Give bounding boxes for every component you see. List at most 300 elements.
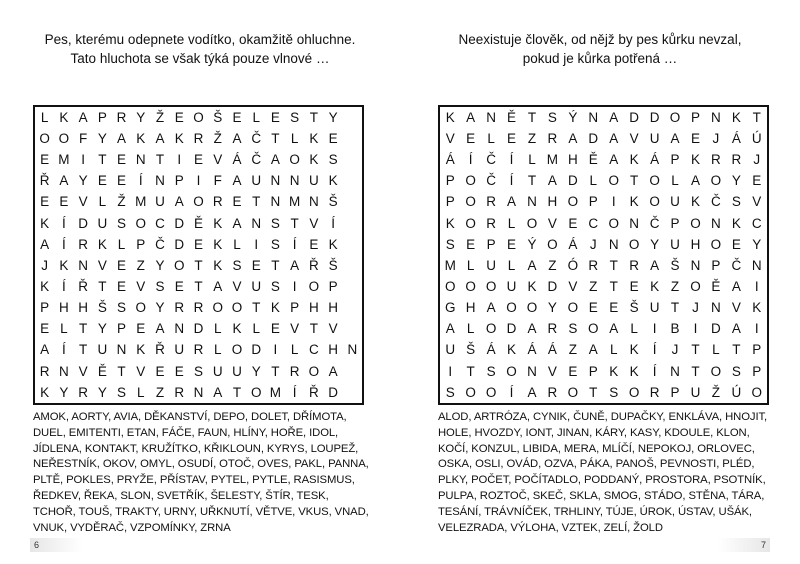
grid-letter: U — [97, 215, 108, 231]
grid-letter: N — [309, 194, 319, 210]
grid-letter: L — [507, 257, 516, 273]
grid-letter: K — [270, 300, 280, 316]
grid-letter: O — [710, 363, 722, 379]
grid-letter: S — [486, 363, 496, 379]
grid-letter: U — [486, 257, 496, 273]
grid-letter: I — [196, 173, 201, 189]
grid-letter: A — [270, 152, 280, 168]
grid-letter: Č — [155, 236, 165, 252]
grid-letter: Š — [328, 194, 338, 210]
grid-letter: L — [117, 236, 126, 252]
grid-letter: T — [271, 130, 280, 146]
grid-letter: V — [445, 130, 455, 146]
grid-letter: O — [506, 300, 517, 316]
grid-letter: P — [486, 236, 496, 252]
grid-letter: I — [292, 278, 297, 294]
grid-letter: O — [485, 321, 497, 337]
grid-letter: Ž — [213, 130, 222, 146]
grid-letter: D — [174, 215, 185, 231]
grid-letter: Č — [486, 152, 496, 168]
grid-letter: R — [78, 236, 88, 252]
right-puzzle-title — [420, 30, 780, 68]
grid-letter: E — [251, 257, 261, 273]
grid-letter: D — [629, 109, 640, 125]
grid-letter: Í — [138, 173, 143, 189]
grid-letter: D — [78, 215, 88, 231]
grid-letter: O — [567, 300, 579, 316]
grid-letter: K — [445, 215, 455, 231]
grid-letter: O — [135, 300, 147, 316]
grid-letter: A — [290, 257, 300, 273]
grid-letter: Y — [251, 363, 261, 379]
grid-letter: I — [754, 278, 759, 294]
grid-letter: Y — [650, 236, 660, 252]
grid-letter: T — [252, 300, 261, 316]
grid-letter: O — [690, 215, 701, 231]
grid-letter: E — [136, 321, 146, 337]
grid-letter: R — [731, 152, 742, 168]
grid-letter: L — [712, 342, 720, 358]
grid-letter: Í — [61, 215, 66, 231]
grid-letter: O — [506, 363, 517, 379]
grid-letter: E — [731, 236, 741, 252]
grid-letter: Í — [652, 363, 657, 379]
grid-letter: T — [78, 321, 88, 337]
grid-letter: A — [547, 173, 557, 189]
grid-letter: Ě — [507, 109, 517, 125]
grid-letter: N — [347, 342, 358, 358]
grid-letter: N — [193, 384, 204, 400]
grid-letter: K — [690, 152, 700, 168]
grid-letter: T — [309, 109, 319, 125]
grid-letter: V — [136, 363, 146, 379]
grid-letter: F — [78, 130, 88, 146]
grid-letter: K — [59, 257, 69, 273]
grid-letter: D — [506, 321, 517, 337]
grid-letter: A — [213, 278, 223, 294]
grid-letter: V — [568, 278, 578, 294]
grid-letter: Ř — [78, 278, 88, 294]
grid-letter: E — [609, 300, 619, 316]
right-letter-grid — [438, 105, 769, 405]
grid-letter: E — [193, 236, 203, 252]
grid-letter: U — [649, 300, 660, 316]
grid-letter: D — [193, 321, 204, 337]
grid-letter: O — [547, 236, 558, 252]
grid-letter: P — [588, 194, 598, 210]
grid-letter: O — [649, 194, 660, 210]
grid-letter: A — [213, 384, 223, 400]
grid-letter: K — [609, 363, 619, 379]
grid-letter: Í — [61, 236, 66, 252]
grid-letter: L — [137, 384, 145, 400]
grid-letter: K — [752, 300, 762, 316]
grid-letter: Y — [97, 321, 107, 337]
grid-letter: O — [465, 173, 476, 189]
grid-letter: R — [289, 363, 300, 379]
grid-letter: S — [445, 384, 455, 400]
grid-letter: T — [752, 109, 761, 125]
grid-letter: H — [58, 300, 69, 316]
grid-letter: U — [445, 342, 456, 358]
grid-letter: Y — [97, 130, 107, 146]
grid-letter: O — [193, 194, 204, 210]
grid-letter: C — [309, 342, 319, 358]
grid-letter: V — [213, 152, 223, 168]
grid-letter: O — [212, 300, 223, 316]
grid-letter: N — [289, 173, 300, 189]
grid-letter: L — [40, 109, 49, 125]
grid-letter: Č — [731, 257, 742, 273]
grid-letter: N — [116, 342, 127, 358]
grid-letter: V — [547, 363, 557, 379]
grid-letter: R — [193, 300, 204, 316]
grid-letter: O — [193, 109, 204, 125]
grid-letter: G — [444, 300, 456, 316]
grid-letter: T — [78, 342, 88, 358]
grid-letter: O — [628, 236, 640, 252]
grid-letter: K — [328, 173, 338, 189]
grid-letter: A — [40, 236, 50, 252]
grid-letter: K — [527, 278, 537, 294]
grid-letter: P — [690, 109, 700, 125]
grid-letter: K — [40, 384, 50, 400]
grid-letter: K — [40, 215, 50, 231]
right-title-line-2: pokud je kůrka potřená … — [522, 51, 678, 66]
grid-letter: Y — [78, 173, 88, 189]
grid-letter: D — [649, 109, 660, 125]
grid-letter: E — [232, 194, 242, 210]
grid-letter: E — [117, 173, 127, 189]
grid-letter: R — [588, 257, 599, 273]
grid-letter: N — [174, 321, 185, 337]
grid-letter: R — [39, 363, 50, 379]
grid-letter: K — [213, 236, 223, 252]
grid-letter: M — [546, 152, 559, 168]
grid-letter: V — [78, 194, 88, 210]
grid-letter: O — [628, 384, 640, 400]
grid-letter: O — [58, 130, 70, 146]
grid-letter: O — [485, 278, 497, 294]
grid-letter: L — [487, 130, 495, 146]
grid-letter: S — [609, 384, 619, 400]
grid-letter: D — [547, 278, 558, 294]
grid-letter: E — [466, 130, 476, 146]
grid-letter: V — [309, 215, 319, 231]
grid-letter: U — [232, 363, 242, 379]
grid-letter: E — [117, 278, 127, 294]
grid-letter: A — [609, 152, 619, 168]
grid-letter: E — [117, 257, 127, 273]
grid-letter: H — [309, 300, 319, 316]
grid-letter: Y — [155, 257, 165, 273]
grid-letter: T — [309, 321, 319, 337]
grid-letter: V — [629, 130, 639, 146]
grid-letter: Z — [568, 342, 577, 358]
right-page-number: 7 — [718, 538, 770, 552]
grid-letter: T — [194, 257, 203, 273]
grid-letter: Z — [527, 130, 537, 146]
grid-letter: Y — [752, 236, 762, 252]
grid-letter: T — [117, 363, 126, 379]
grid-letter: Z — [670, 278, 680, 294]
grid-letter: O — [465, 278, 476, 294]
grid-letter: L — [60, 321, 68, 337]
grid-letter: Á — [445, 152, 455, 168]
grid-letter: L — [466, 257, 475, 273]
grid-letter: E — [270, 321, 280, 337]
grid-letter: A — [486, 300, 496, 316]
grid-letter: A — [117, 130, 127, 146]
grid-letter: K — [309, 152, 319, 168]
grid-letter: K — [213, 215, 223, 231]
grid-letter: Š — [466, 342, 476, 358]
grid-letter: N — [270, 194, 281, 210]
grid-letter: S — [117, 384, 127, 400]
grid-letter: Í — [61, 342, 66, 358]
grid-letter: T — [194, 278, 203, 294]
grid-letter: A — [232, 130, 242, 146]
grid-letter: S — [270, 215, 280, 231]
grid-letter: B — [670, 321, 680, 337]
grid-letter: P — [670, 215, 680, 231]
grid-letter: P — [670, 152, 680, 168]
grid-letter: Y — [547, 300, 557, 316]
grid-letter: K — [629, 342, 639, 358]
grid-letter: Ě — [711, 278, 721, 294]
grid-letter: A — [78, 109, 88, 125]
grid-letter: Ž — [155, 109, 165, 125]
grid-letter: Č — [711, 194, 721, 210]
grid-letter: T — [232, 384, 242, 400]
grid-letter: E — [466, 236, 476, 252]
grid-letter: Š — [670, 257, 680, 273]
grid-letter: O — [465, 384, 476, 400]
grid-letter: H — [567, 152, 578, 168]
grid-letter: M — [289, 194, 301, 210]
grid-letter: P — [40, 300, 50, 316]
grid-letter: R — [629, 257, 640, 273]
grid-letter: N — [527, 363, 537, 379]
grid-letter: Š — [629, 300, 639, 316]
grid-letter: T — [466, 363, 475, 379]
grid-letter: R — [649, 384, 660, 400]
grid-letter: C — [155, 215, 165, 231]
grid-letter: Á — [527, 342, 537, 358]
grid-letter: T — [691, 363, 700, 379]
grid-letter: Z — [136, 257, 145, 273]
grid-letter: Š — [328, 257, 338, 273]
grid-letter: L — [252, 321, 260, 337]
grid-letter: E — [568, 363, 578, 379]
grid-letter: E — [97, 173, 107, 189]
grid-letter: S — [155, 278, 165, 294]
grid-letter: N — [135, 152, 146, 168]
grid-letter: O — [308, 278, 320, 294]
grid-letter: Č — [251, 152, 262, 168]
grid-letter: R — [547, 321, 558, 337]
grid-letter: A — [527, 384, 537, 400]
grid-letter: A — [155, 321, 165, 337]
grid-letter: Ý — [568, 109, 578, 125]
grid-letter: I — [81, 152, 85, 168]
grid-letter: E — [328, 130, 338, 146]
grid-letter: E — [40, 194, 50, 210]
grid-letter: Í — [468, 152, 473, 168]
grid-letter: P — [97, 109, 107, 125]
grid-letter: R — [486, 194, 496, 210]
grid-letter: Č — [649, 215, 660, 231]
grid-letter: L — [290, 130, 299, 146]
grid-letter: Y — [155, 300, 165, 316]
grid-letter: Á — [232, 152, 242, 168]
grid-letter: S — [193, 363, 203, 379]
grid-letter: Y — [59, 384, 69, 400]
grid-letter: Ě — [588, 152, 598, 168]
grid-letter: Í — [292, 236, 297, 252]
grid-letter: P — [445, 173, 455, 189]
grid-letter: K — [690, 194, 700, 210]
grid-letter: U — [309, 173, 319, 189]
grid-letter: N — [670, 363, 680, 379]
grid-letter: O — [465, 194, 476, 210]
grid-letter: Í — [292, 384, 297, 400]
grid-letter: A — [609, 130, 619, 146]
grid-letter: T — [691, 342, 700, 358]
grid-letter: R — [116, 109, 127, 125]
grid-letter: Ú — [731, 384, 742, 400]
grid-letter: A — [40, 342, 50, 358]
left-title-line-2: Tato hluchota se však týká pouze vlnové … — [70, 51, 330, 66]
grid-letter: A — [232, 173, 242, 189]
grid-letter: M — [58, 152, 70, 168]
grid-letter: C — [751, 215, 762, 231]
grid-letter: E — [270, 109, 280, 125]
grid-letter: O — [174, 257, 185, 273]
grid-letter: R — [212, 194, 223, 210]
grid-letter: Z — [548, 257, 557, 273]
grid-letter: Ř — [155, 342, 165, 358]
grid-letter: L — [466, 321, 475, 337]
grid-letter: S — [117, 215, 127, 231]
grid-letter: L — [213, 342, 222, 358]
grid-letter: E — [507, 236, 517, 252]
grid-letter: I — [754, 321, 759, 337]
grid-letter: E — [59, 194, 69, 210]
grid-letter: U — [649, 130, 660, 146]
grid-letter: I — [254, 236, 259, 252]
grid-letter: I — [693, 321, 698, 337]
grid-letter: H — [465, 300, 476, 316]
grid-letter: K — [629, 152, 639, 168]
grid-letter: A — [568, 130, 578, 146]
grid-letter: V — [731, 300, 741, 316]
grid-letter: R — [193, 130, 204, 146]
grid-letter: N — [58, 363, 69, 379]
grid-letter: Č — [251, 130, 262, 146]
grid-letter: I — [273, 342, 278, 358]
grid-letter: K — [650, 278, 660, 294]
grid-letter: L — [528, 152, 536, 168]
grid-letter: I — [177, 152, 182, 168]
grid-letter: I — [611, 194, 616, 210]
grid-letter: L — [671, 173, 679, 189]
grid-letter: Á — [568, 236, 578, 252]
grid-letter: D — [251, 342, 262, 358]
grid-letter: K — [136, 342, 146, 358]
grid-letter: Ě — [193, 215, 203, 231]
grid-letter: L — [507, 215, 516, 231]
grid-letter: T — [98, 152, 107, 168]
grid-letter: S — [731, 194, 741, 210]
grid-letter: V — [328, 321, 338, 337]
grid-letter: N — [251, 215, 262, 231]
grid-letter: D — [328, 384, 338, 400]
grid-letter: E — [568, 215, 578, 231]
grid-letter: R — [174, 300, 185, 316]
grid-letter: N — [155, 173, 165, 189]
grid-letter: Y — [97, 384, 107, 400]
grid-letter: H — [78, 300, 88, 316]
grid-letter: U — [506, 278, 517, 294]
grid-letter: A — [466, 109, 476, 125]
grid-letter: H — [328, 342, 338, 358]
grid-letter: K — [40, 278, 50, 294]
grid-letter: R — [193, 342, 204, 358]
grid-letter: E — [309, 236, 319, 252]
grid-letter: L — [98, 194, 107, 210]
grid-letter: D — [567, 173, 578, 189]
grid-letter: T — [271, 257, 280, 273]
grid-letter: K — [629, 194, 639, 210]
grid-letter: Č — [486, 173, 496, 189]
grid-letter: S — [568, 321, 578, 337]
grid-letter: A — [527, 321, 537, 337]
grid-letter: O — [526, 215, 538, 231]
grid-letter: O — [608, 173, 619, 189]
grid-letter: A — [328, 363, 338, 379]
grid-letter: P — [752, 363, 762, 379]
grid-letter: Y — [136, 109, 146, 125]
grid-letter: Ž — [117, 194, 126, 210]
grid-letter: Í — [509, 173, 514, 189]
grid-letter: K — [136, 130, 146, 146]
grid-letter: L — [213, 321, 222, 337]
grid-letter: R — [547, 384, 558, 400]
grid-letter: V — [136, 278, 146, 294]
grid-letter: A — [59, 173, 69, 189]
grid-letter: Y — [731, 173, 741, 189]
grid-letter: A — [527, 257, 537, 273]
grid-letter: L — [630, 321, 638, 337]
grid-letter: S — [731, 363, 741, 379]
grid-letter: P — [752, 342, 762, 358]
grid-letter: S — [445, 236, 455, 252]
grid-letter: Ú — [751, 130, 762, 146]
grid-letter: E — [40, 321, 50, 337]
grid-letter: U — [251, 173, 262, 189]
grid-letter: E — [117, 152, 127, 168]
grid-letter: N — [270, 173, 281, 189]
grid-letter: N — [78, 257, 88, 273]
grid-letter: S — [270, 236, 280, 252]
grid-letter: E — [174, 363, 184, 379]
grid-letter: E — [193, 152, 203, 168]
grid-letter: L — [233, 236, 241, 252]
grid-letter: Ž — [711, 384, 721, 400]
grid-letter: T — [630, 173, 639, 189]
grid-letter: D — [588, 130, 599, 146]
